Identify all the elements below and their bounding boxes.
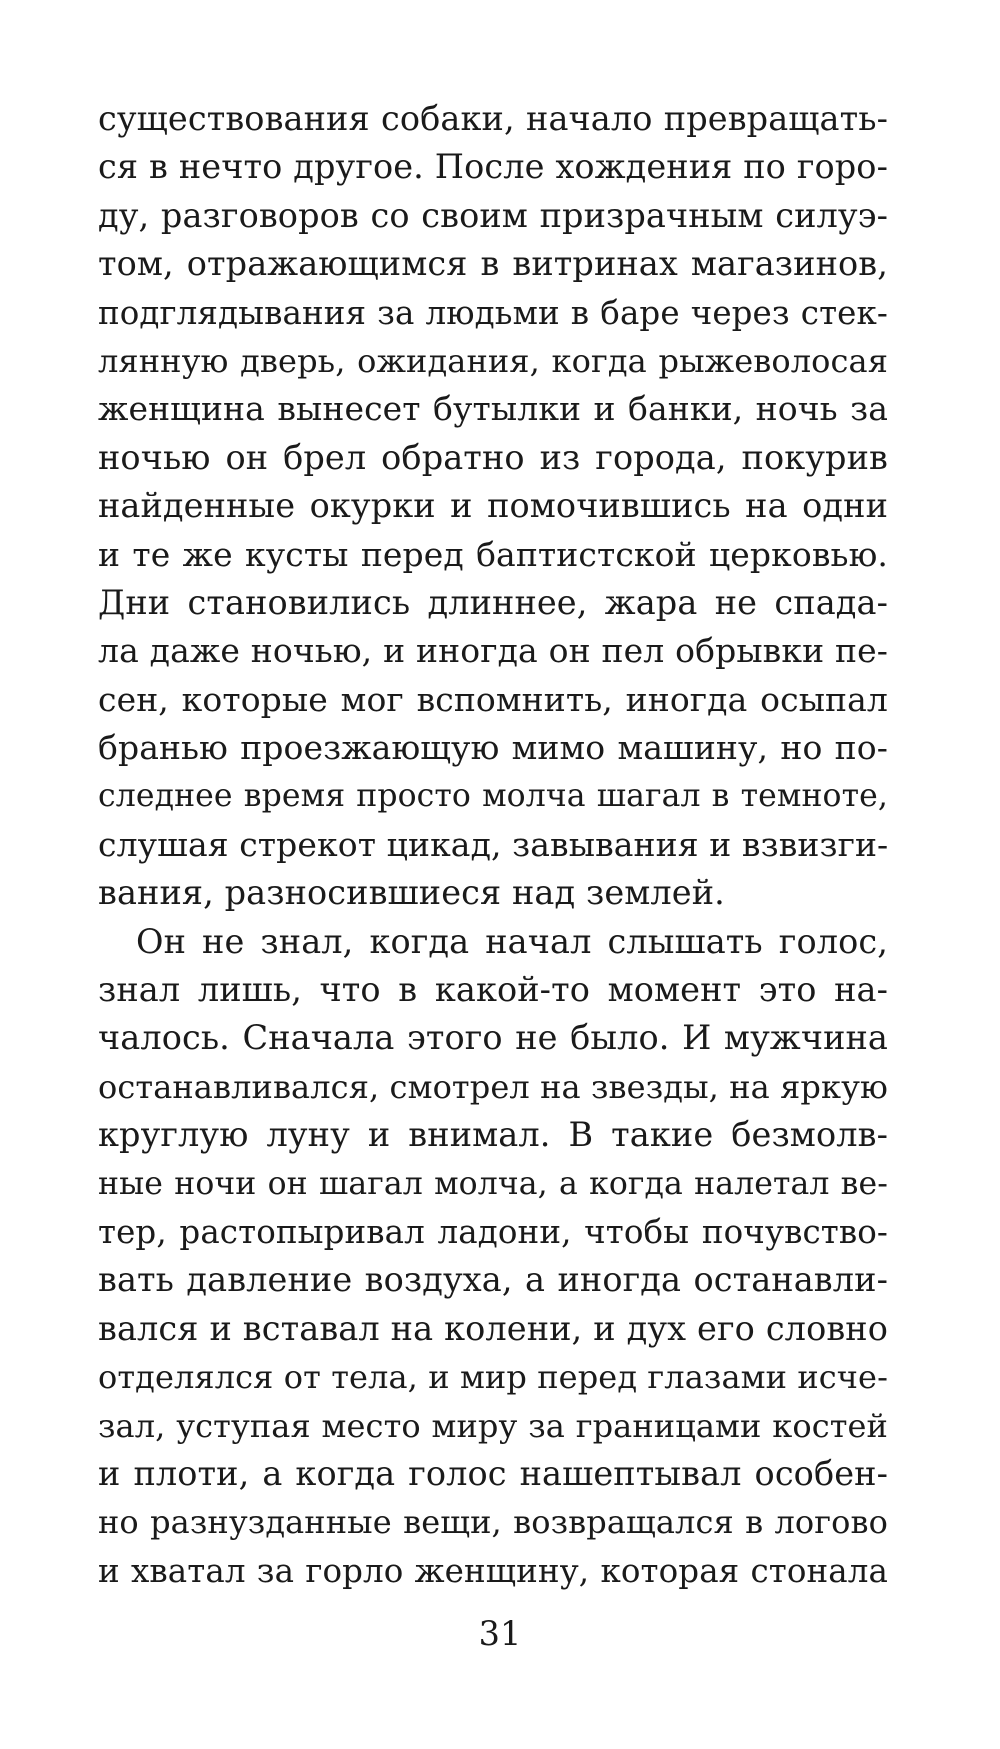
text-line: но разнузданные вещи, возвращался в логово bbox=[98, 1503, 888, 1542]
text-line: вать давление воздуха, а иногда останавли- bbox=[98, 1260, 888, 1300]
text-line: отделялся от тела, и мир перед глазами исче- bbox=[98, 1358, 888, 1397]
text-line: бранью проезжающую мимо машину, но по- bbox=[98, 728, 888, 768]
text-line: и плоти, а когда голос нашептывал особен- bbox=[98, 1453, 888, 1493]
text-line: круглую луну и внимал. В такие безмолв- bbox=[98, 1115, 888, 1155]
text-line: лянную дверь, ожидания, когда рыжеволосая bbox=[98, 341, 888, 380]
text-line: чалось. Сначала этого не было. И мужчина bbox=[98, 1018, 888, 1058]
text-line: и те же кусты перед баптистской церковью. bbox=[98, 534, 888, 574]
text-line: вания, разносившиеся над землей. bbox=[98, 873, 725, 913]
text-line: вался и вставал на колени, и дух его словно bbox=[98, 1308, 888, 1348]
text-line: существования собаки, начало превращать- bbox=[98, 99, 888, 138]
text-line: Дни становились длиннее, жара не спада- bbox=[98, 582, 888, 622]
page-number: 31 bbox=[478, 1614, 522, 1653]
text-line: том, отражающимся в витринах магазинов, bbox=[98, 244, 888, 284]
text-line: останавливался, смотрел на звезды, на яркую bbox=[98, 1067, 888, 1106]
text-line: ные ночи он шагал молча, а когда налетал ве- bbox=[98, 1165, 888, 1202]
text-line: ся в нечто другое. После хождения по горо- bbox=[98, 147, 888, 187]
text-line: и хватал за горло женщину, которая стонала bbox=[98, 1551, 888, 1590]
text-line: следнее время просто молча шагал в темноте, bbox=[98, 778, 888, 815]
body-text bbox=[98, 95, 888, 1595]
text-line: подглядывания за людьми в баре через стек- bbox=[98, 293, 888, 332]
text-line: ла даже ночью, и иногда он пел обрывки пе- bbox=[98, 631, 888, 671]
text-line: Он не знал, когда начал слышать голос, bbox=[136, 921, 888, 961]
text-line: ду, разговоров со своим призрачным силуэ- bbox=[98, 195, 888, 235]
text-line: зал, уступая место миру за границами костей bbox=[98, 1406, 888, 1445]
paragraph-1 bbox=[98, 95, 888, 918]
text-line: слушая стрекот цикад, завывания и взвизги- bbox=[98, 824, 888, 864]
text-line: найденные окурки и помочившись на одни bbox=[98, 486, 888, 526]
text-line: сен, которые мог вспомнить, иногда осыпал bbox=[98, 679, 888, 719]
text-line: ночью он брел обратно из города, покурив bbox=[98, 437, 888, 477]
paragraph-2 bbox=[98, 918, 888, 1595]
text-line: тер, растопыривал ладони, чтобы почувство- bbox=[98, 1212, 888, 1251]
text-line: знал лишь, что в какой-то момент это на- bbox=[98, 970, 888, 1010]
text-line: женщина вынесет бутылки и банки, ночь за bbox=[98, 389, 888, 429]
